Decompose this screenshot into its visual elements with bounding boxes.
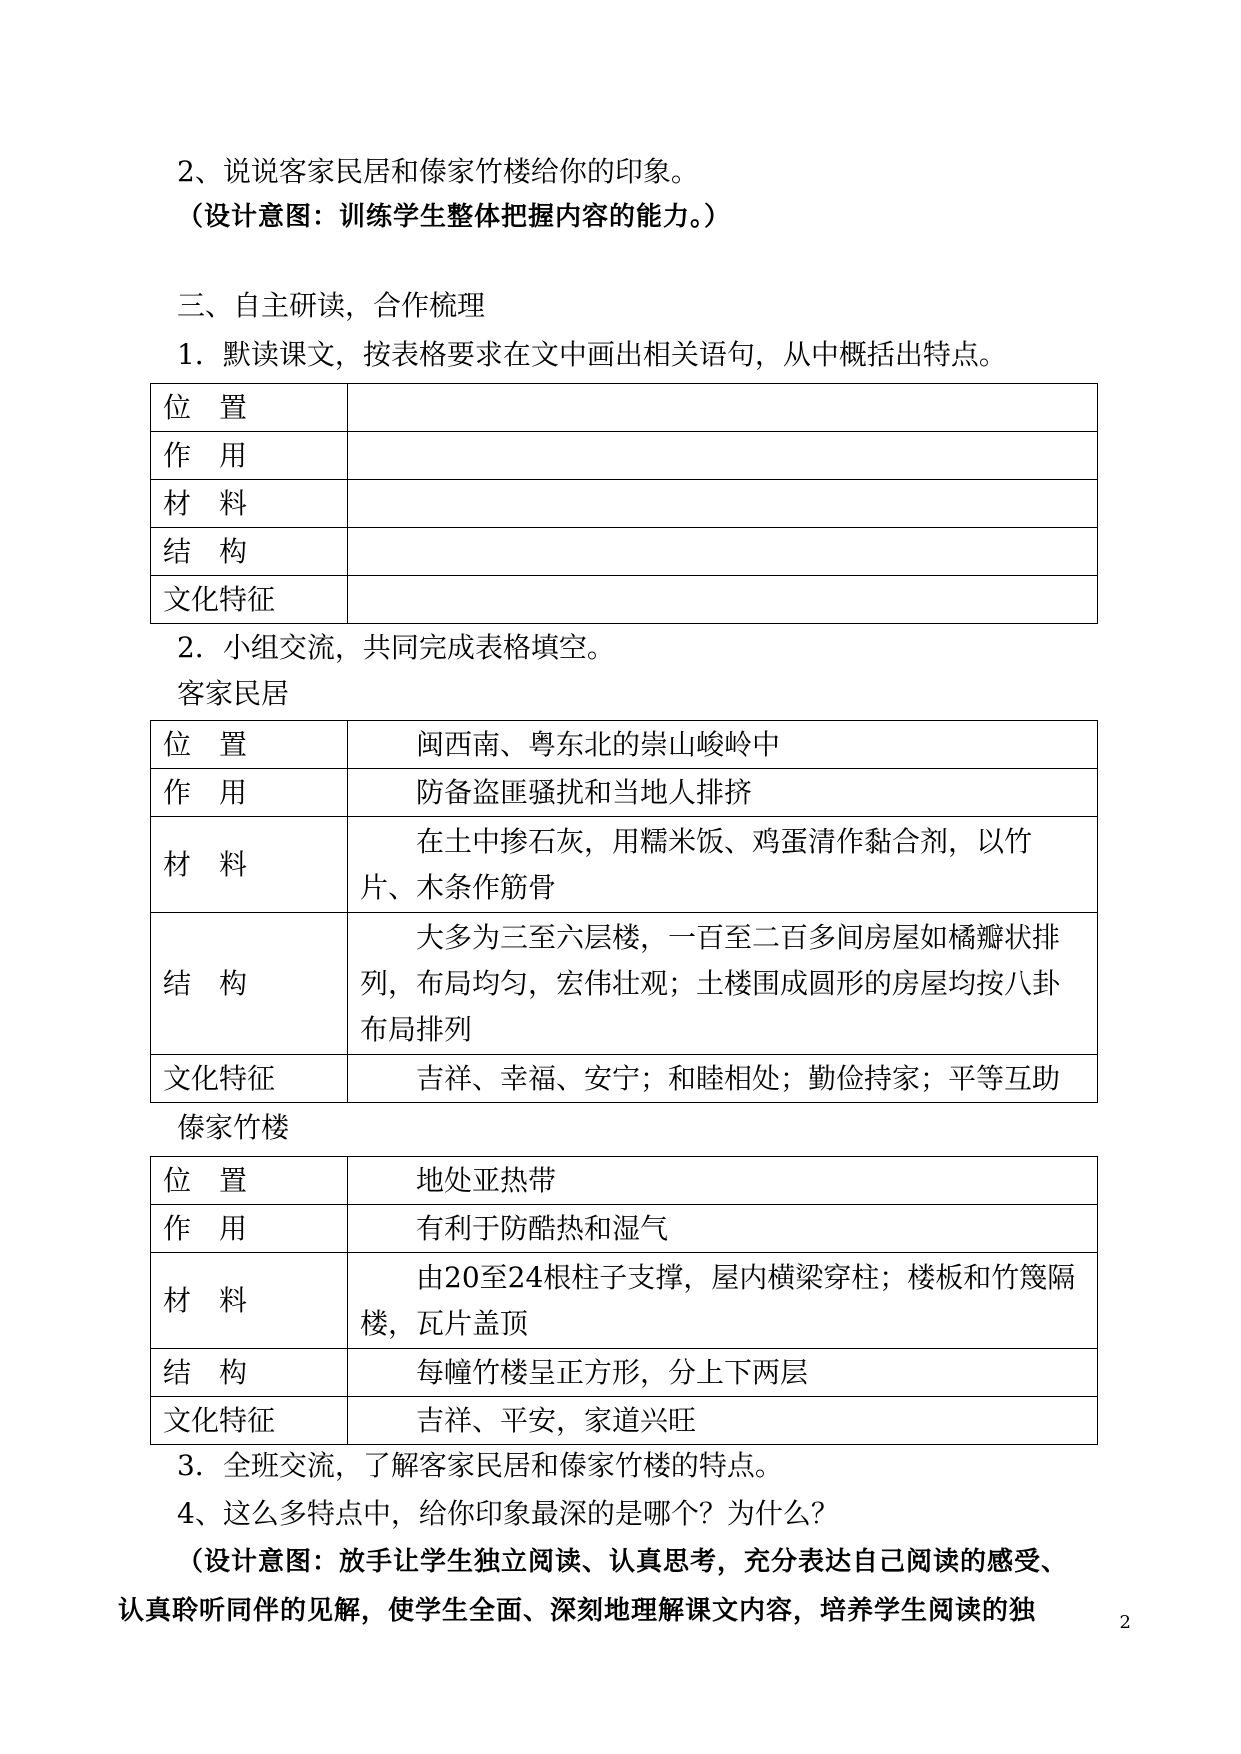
table-row [151,769,1098,817]
blank-cell [348,432,1098,480]
row-label: 文化特征 [151,1397,348,1445]
dai-structure: 每幢竹楼呈正方形，分上下两层 [348,1349,1098,1397]
design-intent-2-line-2: 认真聆听同伴的见解，使学生全面、深刻地理解课文内容，培养学生阅读的独 [118,1596,1037,1626]
table-row [151,1349,1098,1397]
step-4: 4、这么多特点中，给你印象最深的是哪个？为什么？ [177,1497,839,1530]
dai-table [150,1156,1098,1445]
table-row [151,480,1098,528]
table-row [151,817,1098,913]
row-label: 作 用 [151,1205,348,1253]
table-row [151,721,1098,769]
row-label: 作 用 [151,769,348,817]
row-label: 文化特征 [151,576,348,624]
blank-table [150,383,1098,624]
step-2: 2．小组交流，共同完成表格填空。 [177,631,615,664]
row-label: 位 置 [151,1157,348,1205]
row-label: 材 料 [151,480,348,528]
dai-function: 有利于防酷热和湿气 [348,1205,1098,1253]
row-label: 位 置 [151,384,348,432]
table-row [151,1205,1098,1253]
row-label: 结 构 [151,1349,348,1397]
page-number: 2 [1119,1612,1131,1633]
table-row [151,432,1098,480]
dai-table-title: 傣家竹楼 [177,1111,290,1144]
question-2: 2、说说客家民居和傣家竹楼给你的印象。 [177,155,699,188]
table-row [151,1253,1098,1349]
table-row [151,1397,1098,1445]
design-intent-1: （设计意图：训练学生整体把握内容的能力。） [177,202,732,232]
hakka-location: 闽西南、粤东北的崇山峻岭中 [348,721,1098,769]
design-intent-2-line-1: （设计意图：放手让学生独立阅读、认真思考，充分表达自己阅读的感受、 [177,1547,1069,1577]
row-label: 作 用 [151,432,348,480]
table-row [151,384,1098,432]
row-label: 材 料 [151,1253,348,1349]
blank-cell [348,576,1098,624]
blank-cell [348,480,1098,528]
dai-location: 地处亚热带 [348,1157,1098,1205]
hakka-structure: 大多为三至六层楼，一百至二百多间房屋如橘瓣状排列，布局均匀，宏伟壮观；土楼围成圆形的房屋均按八卦布局排列 [348,913,1098,1055]
table-row [151,576,1098,624]
row-label: 结 构 [151,528,348,576]
row-label: 文化特征 [151,1055,348,1103]
table-row [151,528,1098,576]
hakka-table [150,720,1098,1103]
hakka-function: 防备盗匪骚扰和当地人排挤 [348,769,1098,817]
row-label: 材 料 [151,817,348,913]
step-1: 1．默读课文，按表格要求在文中画出相关语句，从中概括出特点。 [177,338,1007,371]
hakka-culture: 吉祥、幸福、安宁；和睦相处；勤俭持家；平等互助 [348,1055,1098,1103]
hakka-table-title: 客家民居 [177,677,290,710]
table-row [151,913,1098,1055]
row-label: 结 构 [151,913,348,1055]
section-heading-3: 三、自主研读，合作梳理 [177,289,486,322]
blank-cell [348,528,1098,576]
table-row [151,1157,1098,1205]
row-label: 位 置 [151,721,348,769]
dai-material: 由20至24根柱子支撑，屋内横梁穿柱；楼板和竹篾隔楼，瓦片盖顶 [348,1253,1098,1349]
table-row [151,1055,1098,1103]
dai-culture: 吉祥、平安，家道兴旺 [348,1397,1098,1445]
blank-cell [348,384,1098,432]
step-3: 3．全班交流，了解客家民居和傣家竹楼的特点。 [177,1449,783,1482]
hakka-material: 在土中掺石灰，用糯米饭、鸡蛋清作黏合剂，以竹片、木条作筋骨 [348,817,1098,913]
